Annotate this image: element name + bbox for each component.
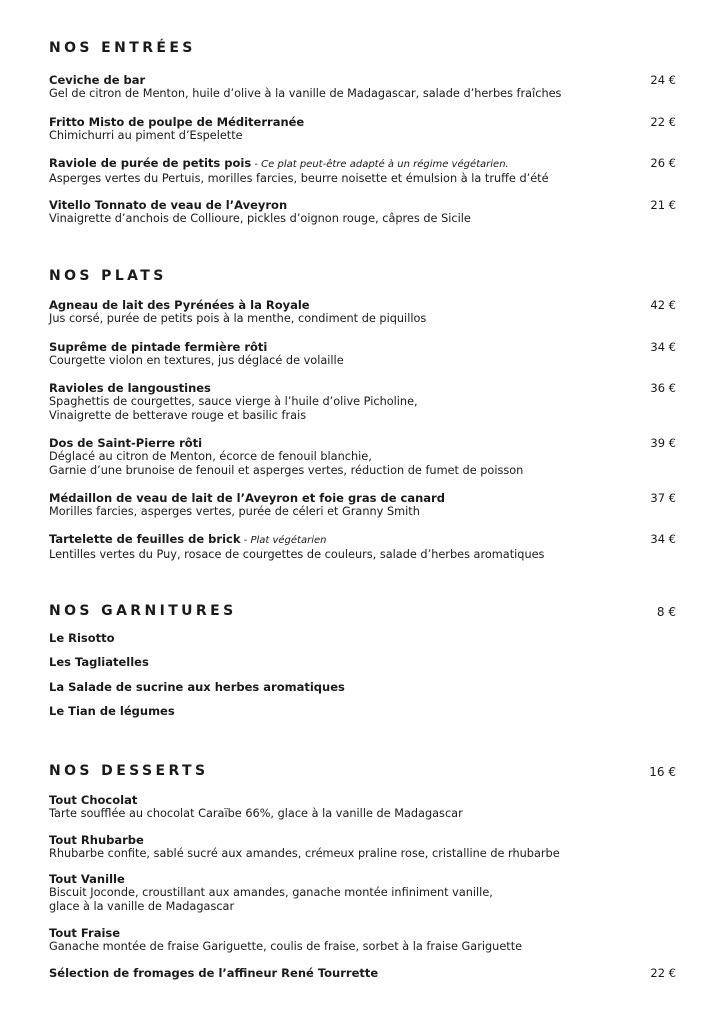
menu-item bbox=[49, 340, 676, 368]
list-item bbox=[49, 631, 676, 645]
menu-item-fromages bbox=[49, 966, 676, 980]
item-description: Jus corsé, purée de petits pois à la menthe, condiment de piquillos bbox=[49, 312, 427, 325]
item-price: 26 € bbox=[650, 156, 676, 170]
item-description: Lentilles vertes du Puy, rosace de courgettes de couleurs, salade d’herbes aromatiques bbox=[49, 548, 545, 561]
section-title: NOS DESSERTS bbox=[49, 763, 209, 779]
menu-item bbox=[49, 436, 676, 477]
menu-item bbox=[49, 298, 676, 326]
item-note: - Plat végétarien bbox=[240, 535, 327, 546]
item-name: Tout Rhubarbe bbox=[49, 833, 144, 847]
item-name: Le Tian de légumes bbox=[49, 704, 175, 718]
item-price: 24 € bbox=[650, 73, 676, 87]
menu-item bbox=[49, 156, 676, 186]
item-name: Médaillon de veau de lait de l’Aveyron et foie gras de canard bbox=[49, 491, 445, 505]
menu-item bbox=[49, 491, 676, 519]
item-description: Gel de citron de Menton, huile d’olive à la vanille de Madagascar, salade d’herbes fraîches bbox=[49, 87, 562, 100]
section-title: NOS PLATS bbox=[49, 268, 167, 284]
item-price: 37 € bbox=[650, 491, 676, 505]
item-name: Ravioles de langoustines bbox=[49, 381, 211, 395]
section-title: NOS ENTRÉES bbox=[49, 40, 196, 56]
item-description: Rhubarbe confite, sablé sucré aux amandes, crémeux praline rose, cristalline de rhubarbe bbox=[49, 847, 560, 860]
menu-item bbox=[49, 381, 676, 422]
item-description: Vinaigrette d’anchois de Collioure, pickles d’oignon rouge, câpres de Sicile bbox=[49, 212, 471, 225]
menu-item bbox=[49, 73, 676, 101]
item-name: Le Risotto bbox=[49, 631, 115, 645]
menu-item bbox=[49, 115, 676, 143]
item-description: Courgette violon en textures, jus déglacé de volaille bbox=[49, 354, 344, 367]
item-price: 36 € bbox=[650, 381, 676, 395]
item-description: Tarte soufflée au chocolat Caraïbe 66%, glace à la vanille de Madagascar bbox=[49, 807, 463, 820]
item-price: 39 € bbox=[650, 436, 676, 450]
item-name: Fritto Misto de poulpe de Méditerranée bbox=[49, 115, 305, 129]
item-description: Morilles farcies, asperges vertes, purée de céleri et Granny Smith bbox=[49, 505, 420, 518]
menu-item bbox=[49, 532, 676, 562]
list-item bbox=[49, 680, 676, 694]
item-description: Déglacé au citron de Menton, écorce de fenouil blanchie, bbox=[49, 450, 372, 463]
item-name: Dos de Saint-Pierre rôti bbox=[49, 436, 203, 450]
item-name: Sélection de fromages de l’affineur René Tourrette bbox=[49, 966, 379, 980]
item-name: Agneau de lait des Pyrénées à la Royale bbox=[49, 298, 310, 312]
menu-item bbox=[49, 926, 676, 954]
menu-item bbox=[49, 793, 676, 821]
item-name: La Salade de sucrine aux herbes aromatiques bbox=[49, 680, 345, 694]
item-name: Tartelette de feuilles de brick - Plat végétarien bbox=[49, 532, 327, 546]
item-description: Vinaigrette de betterave rouge et basilic frais bbox=[49, 408, 307, 422]
item-price: 21 € bbox=[650, 198, 676, 212]
item-name: Raviole de purée de petits pois - Ce plat peut-être adapté à un régime végétarien. bbox=[49, 156, 509, 170]
item-name: Tout Chocolat bbox=[49, 793, 138, 807]
item-price: 22 € bbox=[650, 966, 676, 980]
list-item bbox=[49, 704, 676, 718]
item-description: Chimichurri au piment d’Espelette bbox=[49, 129, 243, 142]
item-price: 34 € bbox=[650, 532, 676, 546]
item-description: Spaghettis de courgettes, sauce vierge à l’huile d’olive Picholine, bbox=[49, 395, 418, 408]
item-description: Biscuit Joconde, croustillant aux amandes, ganache montée infiniment vanille, bbox=[49, 886, 493, 899]
section-price: 16 € bbox=[649, 765, 676, 779]
item-name: Vitello Tonnato de veau de l’Aveyron bbox=[49, 198, 288, 212]
item-name: Ceviche de bar bbox=[49, 73, 146, 87]
item-description: Asperges vertes du Pertuis, morilles farcies, beurre noisette et émulsion à la truffe d’été bbox=[49, 172, 549, 185]
menu-item bbox=[49, 833, 676, 861]
item-name: Tout Vanille bbox=[49, 872, 125, 886]
item-description: Ganache montée de fraise Gariguette, coulis de fraise, sorbet à la fraise Gariguette bbox=[49, 940, 523, 953]
menu-item bbox=[49, 198, 676, 226]
section-title: NOS GARNITURES bbox=[49, 603, 237, 619]
list-item bbox=[49, 655, 676, 669]
item-description: glace à la vanille de Madagascar bbox=[49, 899, 235, 913]
section-price: 8 € bbox=[656, 605, 676, 619]
item-description: Garnie d’une brunoise de fenouil et asperges vertes, réduction de fumet de poisson bbox=[49, 463, 524, 477]
item-name: Tout Fraise bbox=[49, 926, 121, 940]
item-price: 22 € bbox=[650, 115, 676, 129]
menu-item bbox=[49, 872, 676, 913]
item-name: Suprême de pintade fermière rôti bbox=[49, 340, 268, 354]
item-note: - Ce plat peut-être adapté à un régime végétarien. bbox=[251, 159, 509, 170]
item-price: 34 € bbox=[650, 340, 676, 354]
item-name: Les Tagliatelles bbox=[49, 655, 149, 669]
item-price: 42 € bbox=[650, 298, 676, 312]
